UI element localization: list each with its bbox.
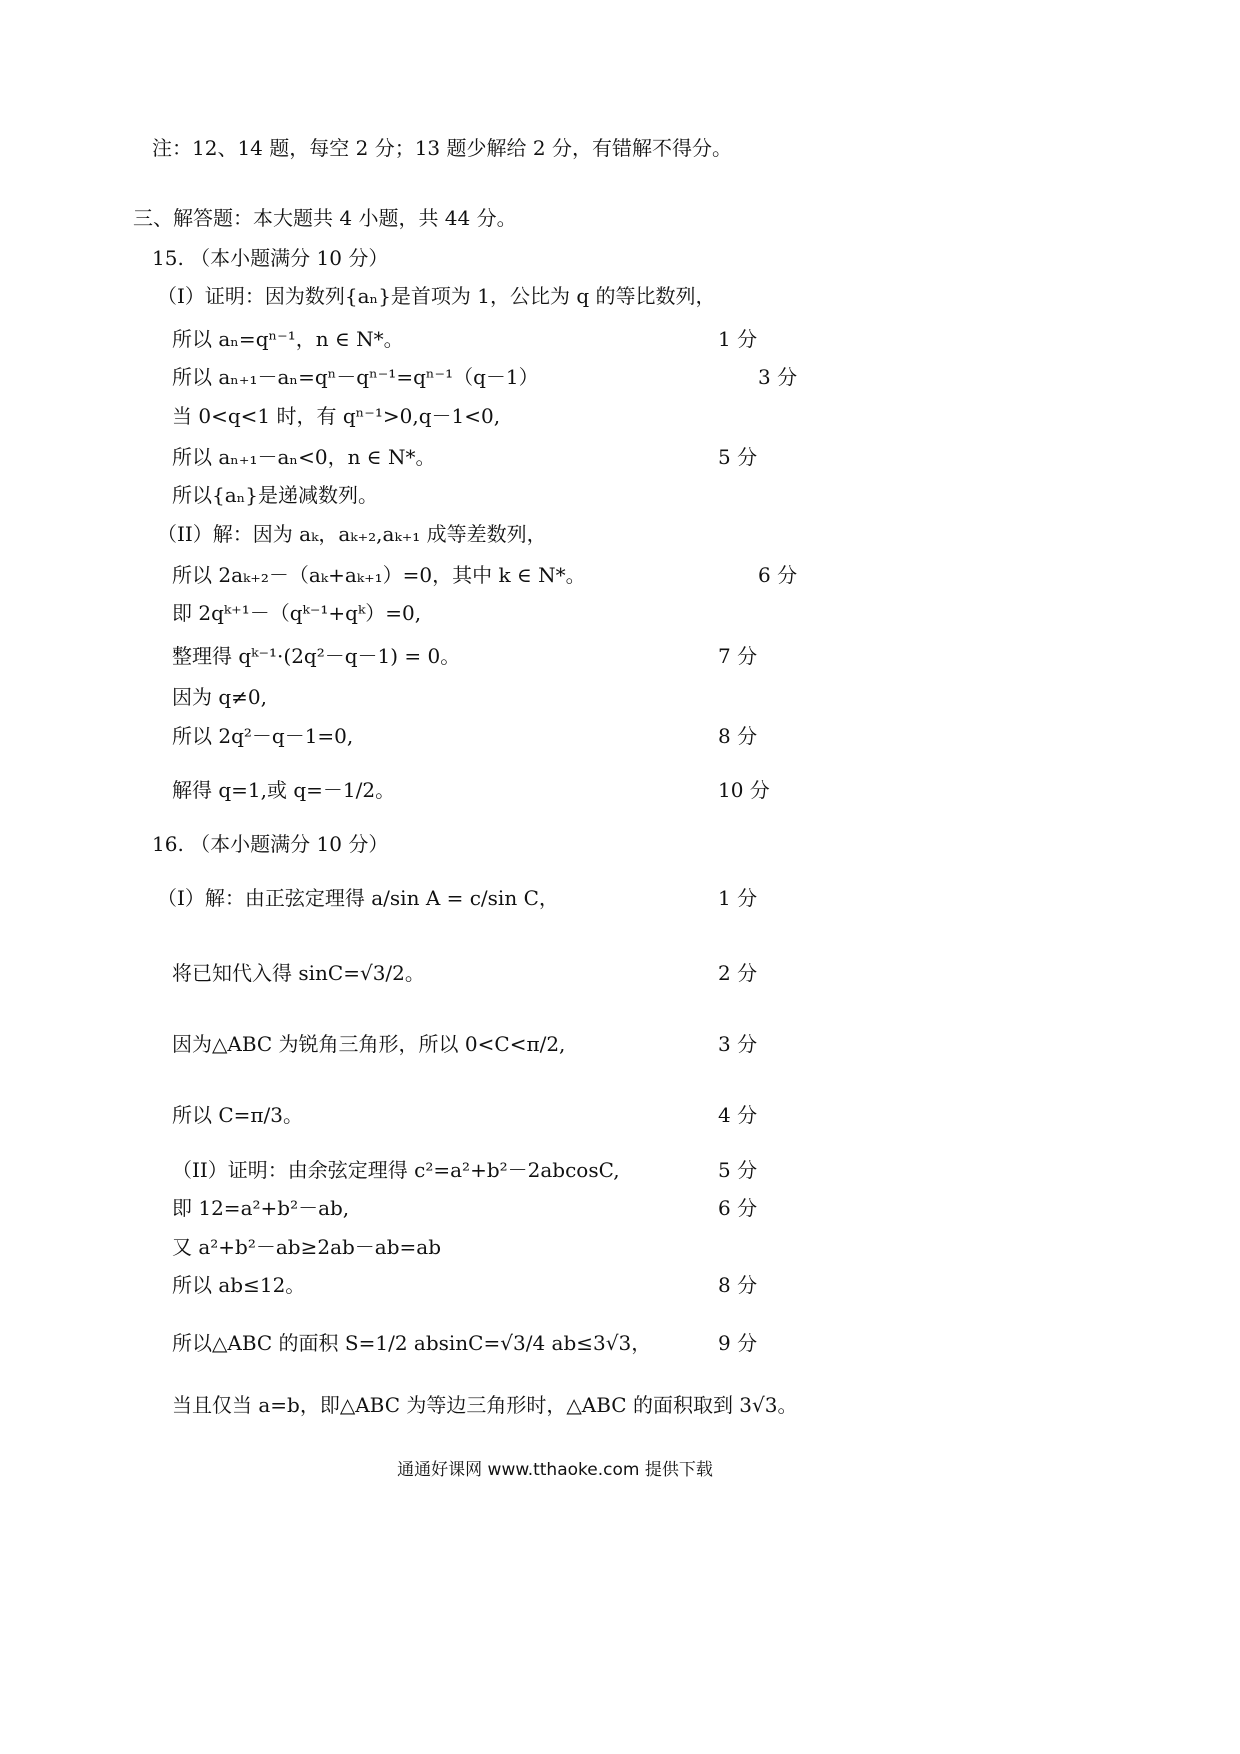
solution-line: 当 0<q<1 时，有 qⁿ⁻¹>0,q－1<0, — [172, 404, 501, 428]
score-label: 1 分 — [718, 327, 758, 351]
score-label: 3 分 — [758, 365, 798, 389]
solution-line: 当且仅当 a=b，即△ABC 为等边三角形时，△ABC 的面积取到 3√3。 — [172, 1393, 798, 1417]
score-label: 5 分 — [718, 1158, 758, 1182]
question-16-title: 16. （本小题满分 10 分） — [152, 832, 389, 856]
page-footer: 通通好课网 www.tthaoke.com 提供下载 — [397, 1460, 713, 1480]
solution-line: 所以 C=π/3。 — [172, 1103, 304, 1127]
score-label: 6 分 — [718, 1196, 758, 1220]
solution-line: 所以 aₙ₊₁－aₙ<0，n ∈ N*。 — [172, 445, 436, 469]
score-label: 5 分 — [718, 445, 758, 469]
score-label: 7 分 — [718, 644, 758, 668]
solution-line: 即 12=a²+b²－ab, — [172, 1196, 350, 1220]
score-label: 1 分 — [718, 886, 758, 910]
solution-line: 所以 ab≤12。 — [172, 1273, 306, 1297]
score-label: 6 分 — [758, 563, 798, 587]
scoring-note: 注：12、14 题，每空 2 分；13 题少解给 2 分，有错解不得分。 — [152, 136, 732, 160]
solution-line: 因为△ABC 为锐角三角形，所以 0<C<π/2, — [172, 1032, 566, 1056]
score-label: 8 分 — [718, 724, 758, 748]
score-label: 3 分 — [718, 1032, 758, 1056]
score-label: 2 分 — [718, 961, 758, 985]
score-label: 8 分 — [718, 1273, 758, 1297]
solution-line: 所以 2aₖ₊₂－（aₖ+aₖ₊₁）=0，其中 k ∈ N*。 — [172, 563, 586, 587]
question-15-title: 15. （本小题满分 10 分） — [152, 246, 389, 270]
solution-line: 又 a²+b²－ab≥2ab－ab=ab — [172, 1235, 442, 1259]
score-label: 10 分 — [718, 778, 770, 802]
solution-line: （I）解：由正弦定理得 a/sin A = c/sin C， — [157, 886, 559, 910]
solution-line: （I）证明：因为数列{aₙ}是首项为 1，公比为 q 的等比数列， — [157, 284, 716, 308]
score-label: 4 分 — [718, 1103, 758, 1127]
solution-line: 即 2qᵏ⁺¹－（qᵏ⁻¹+qᵏ）=0, — [172, 601, 422, 625]
solution-line: 整理得 qᵏ⁻¹·(2q²－q－1) = 0。 — [172, 644, 461, 668]
solution-line: 所以{aₙ}是递减数列。 — [172, 483, 379, 507]
solution-line: （II）证明：由余弦定理得 c²=a²+b²－2abcosC, — [172, 1158, 620, 1182]
solution-line: 所以 2q²－q－1=0, — [172, 724, 354, 748]
solution-line: 将已知代入得 sinC=√3/2。 — [172, 961, 425, 985]
section-heading: 三、解答题：本大题共 4 小题，共 44 分。 — [133, 206, 517, 230]
score-label: 9 分 — [718, 1331, 758, 1355]
solution-line: 因为 q≠0, — [172, 685, 267, 709]
solution-line: （II）解：因为 aₖ，aₖ₊₂,aₖ₊₁ 成等差数列， — [157, 522, 547, 546]
solution-line: 解得 q=1,或 q=－1/2。 — [172, 778, 396, 802]
solution-line: 所以 aₙ₊₁－aₙ=qⁿ－qⁿ⁻¹=qⁿ⁻¹（q－1） — [172, 365, 539, 389]
solution-line: 所以△ABC 的面积 S=1/2 absinC=√3/4 ab≤3√3， — [172, 1331, 652, 1355]
solution-line: 所以 aₙ=qⁿ⁻¹，n ∈ N*。 — [172, 327, 404, 351]
